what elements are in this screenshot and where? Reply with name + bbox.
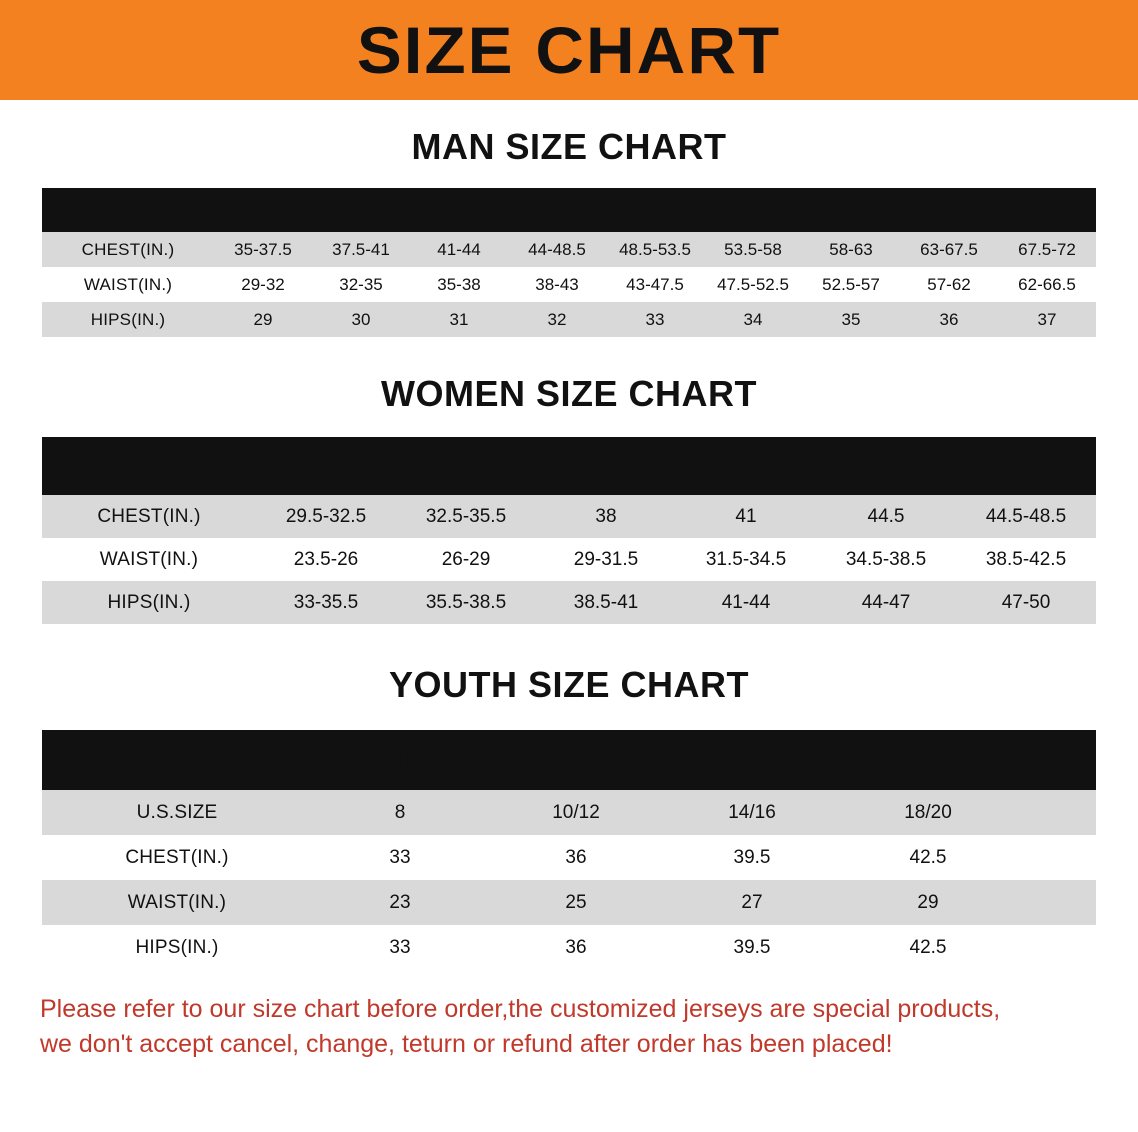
women-header-cell-2: S [458,452,474,479]
women-cell-1-2: 29-31.5 [536,538,676,581]
man-cell-0-8: 67.5-72 [998,232,1096,267]
man-header-cell-7: 4XL [832,198,870,221]
youth-cell-2-spacer [1016,880,1096,925]
youth-cell-1-2: 39.5 [664,835,840,880]
table-row [42,495,1096,538]
women-cell-1-5: 38.5-42.5 [956,538,1096,581]
man-cell-1-3: 38-43 [508,267,606,302]
youth-cell-1-0: 33 [312,835,488,880]
youth-size-table [42,730,1096,970]
man-header-cell-3: L [452,198,466,221]
table-row [42,925,1096,970]
youth-cell-2-0: 23 [312,880,488,925]
man-cell-2-1: 30 [312,302,410,337]
youth-table-header [42,730,1096,790]
table-row [42,581,1096,624]
women-cell-1-0: 23.5-26 [256,538,396,581]
youth-section-title: YOUTH SIZE CHART [388,664,749,705]
youth-cell-0-1: 10/12 [488,790,664,835]
women-table-header [42,437,1096,495]
man-cell-0-0: 35-37.5 [214,232,312,267]
women-size-table [42,437,1096,624]
man-cell-2-2: 31 [410,302,508,337]
women-cell-2-5: 47-50 [956,581,1096,624]
man-header-cell-0: MEN'S [89,196,167,223]
women-header-cell-4: L [738,452,754,479]
man-cell-1-5: 47.5-52.5 [704,267,802,302]
youth-header-cell-0: YOUTH [130,744,224,775]
man-header-cell-6: 3XL [734,198,772,221]
man-cell-0-7: 63-67.5 [900,232,998,267]
women-cell-2-0: 33-35.5 [256,581,396,624]
youth-cell-3-0: 33 [312,925,488,970]
youth-row-label-0: U.S.SIZE [42,790,312,835]
women-header-cell-1: XS [310,452,342,479]
youth-cell-1-spacer [1016,835,1096,880]
man-table-wrap [42,188,1096,337]
youth-table-body [42,790,1096,970]
man-cell-2-5: 34 [704,302,802,337]
youth-cell-0-0: 8 [312,790,488,835]
women-row-label-0: CHEST(IN.) [42,495,256,538]
women-cell-1-1: 26-29 [396,538,536,581]
youth-cell-0-2: 14/16 [664,790,840,835]
youth-cell-3-2: 39.5 [664,925,840,970]
youth-cell-0-3: 18/20 [840,790,1016,835]
youth-cell-1-3: 42.5 [840,835,1016,880]
women-cell-2-3: 41-44 [676,581,816,624]
table-header-row [42,437,1096,495]
women-cell-0-2: 38 [536,495,676,538]
youth-cell-2-1: 25 [488,880,664,925]
youth-header-cell-2: YTH M [540,746,612,773]
youth-row-label-1: CHEST(IN.) [42,835,312,880]
youth-cell-0-spacer [1016,790,1096,835]
table-row [42,538,1096,581]
table-header-row [42,188,1096,232]
women-cell-0-1: 32.5-35.5 [396,495,536,538]
youth-header-cell-4: YTH XL [887,746,969,773]
women-section-title: WOMEN SIZE CHART [381,373,757,414]
man-cell-1-0: 29-32 [214,267,312,302]
man-cell-0-1: 37.5-41 [312,232,410,267]
women-cell-2-2: 38.5-41 [536,581,676,624]
table-row [42,790,1096,835]
man-cell-2-4: 33 [606,302,704,337]
man-header-cell-1: S [256,198,270,221]
youth-row-label-3: HIPS(IN.) [42,925,312,970]
table-row [42,880,1096,925]
women-cell-0-5: 44.5-48.5 [956,495,1096,538]
women-cell-2-4: 44-47 [816,581,956,624]
man-section-title: MAN SIZE CHART [411,126,727,167]
youth-table-wrap [42,730,1096,970]
man-table-header [42,188,1096,232]
man-cell-0-6: 58-63 [802,232,900,267]
women-cell-2-1: 35.5-38.5 [396,581,536,624]
women-cell-0-3: 41 [676,495,816,538]
women-table-body [42,495,1096,624]
women-header-cell-5: XL [871,452,901,479]
women-cell-0-0: 29.5-32.5 [256,495,396,538]
youth-header-cell-3: YTH L [718,746,786,773]
man-table-body [42,232,1096,337]
man-cell-1-2: 35-38 [410,267,508,302]
man-header-cell-2: M [352,198,370,221]
man-header-cell-8: 5XL [930,198,968,221]
man-row-label-2: HIPS(IN.) [42,302,214,337]
women-header-cell-3: M [596,452,616,479]
youth-cell-2-3: 29 [840,880,1016,925]
man-header-cell-5: 2XL [636,198,674,221]
table-row [42,302,1096,337]
table-header-row [42,730,1096,790]
man-header-cell-4: XL [544,198,570,221]
youth-cell-1-1: 36 [488,835,664,880]
man-cell-1-7: 57-62 [900,267,998,302]
man-cell-0-3: 44-48.5 [508,232,606,267]
women-cell-0-4: 44.5 [816,495,956,538]
youth-cell-3-spacer [1016,925,1096,970]
man-header-cell-9: 6XL [1028,198,1066,221]
man-cell-0-5: 53.5-58 [704,232,802,267]
man-cell-2-3: 32 [508,302,606,337]
man-cell-1-1: 32-35 [312,267,410,302]
women-header-cell-0: WOMEN'S [84,450,214,481]
youth-header-cell-1: YTH S [366,746,434,773]
banner [0,0,1138,100]
man-cell-2-0: 29 [214,302,312,337]
man-row-label-0: CHEST(IN.) [42,232,214,267]
youth-row-label-2: WAIST(IN.) [42,880,312,925]
youth-cell-3-1: 36 [488,925,664,970]
youth-cell-2-2: 27 [664,880,840,925]
man-cell-2-8: 37 [998,302,1096,337]
disclaimer-line-2: we don't accept cancel, change, teturn or refund after order has been placed! [40,1029,893,1058]
women-table-wrap [42,437,1096,624]
youth-cell-3-3: 42.5 [840,925,1016,970]
table-row [42,232,1096,267]
disclaimer-note [40,992,1098,1061]
women-cell-1-3: 31.5-34.5 [676,538,816,581]
man-cell-2-6: 35 [802,302,900,337]
man-cell-2-7: 36 [900,302,998,337]
women-row-label-1: WAIST(IN.) [42,538,256,581]
table-row [42,267,1096,302]
women-header-cell-6: XXL [1003,452,1049,479]
youth-header-spacer [1016,730,1096,790]
man-cell-1-6: 52.5-57 [802,267,900,302]
man-row-label-1: WAIST(IN.) [42,267,214,302]
man-cell-0-2: 41-44 [410,232,508,267]
women-cell-1-4: 34.5-38.5 [816,538,956,581]
women-row-label-2: HIPS(IN.) [42,581,256,624]
disclaimer-line-1: Please refer to our size chart before order,the customized jerseys are special products, [40,995,1001,1023]
man-cell-1-8: 62-66.5 [998,267,1096,302]
man-cell-1-4: 43-47.5 [606,267,704,302]
man-size-table [42,188,1096,337]
table-row [42,835,1096,880]
banner-title: SIZE CHART [356,13,782,87]
man-cell-0-4: 48.5-53.5 [606,232,704,267]
